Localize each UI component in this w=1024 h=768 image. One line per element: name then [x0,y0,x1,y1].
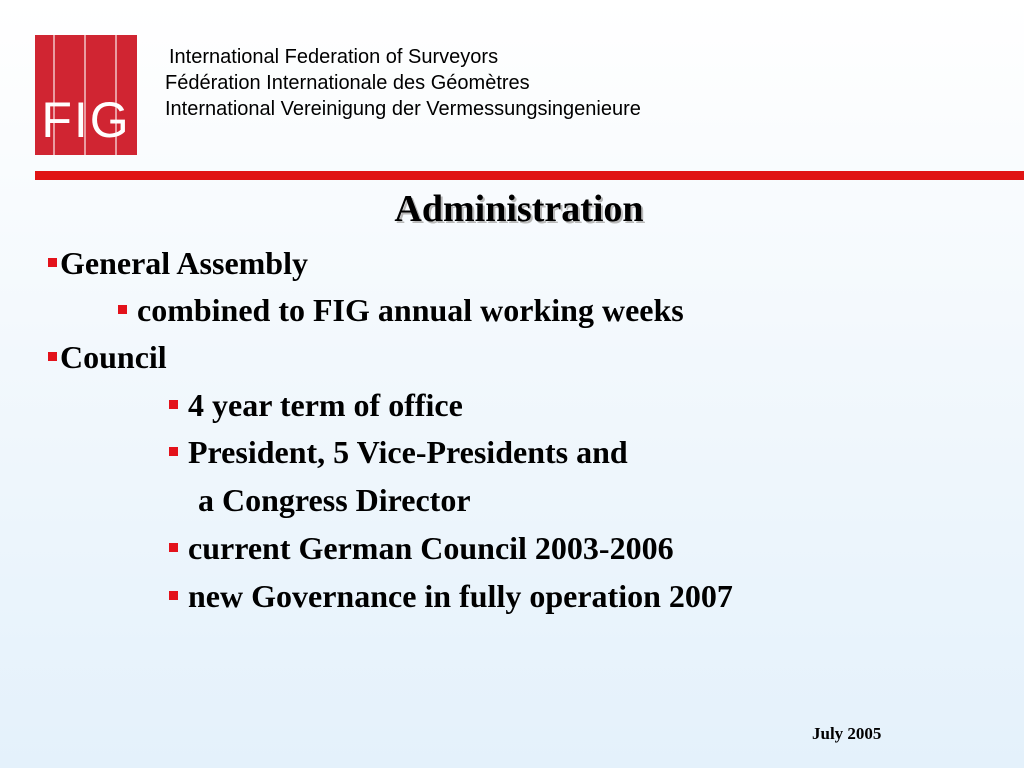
square-bullet-icon [48,258,57,267]
bullet-text: General Assembly [60,245,308,281]
header-divider [35,171,1024,180]
footer-date: July 2005 [812,724,882,743]
square-bullet-icon [169,400,178,409]
square-bullet-icon [48,352,57,361]
bullet-general-assembly [48,243,308,283]
square-bullet-icon [169,447,178,456]
square-bullet-icon [169,591,178,600]
bullet-text: Council [60,339,167,375]
bullet-text: 4 year term of office [188,387,463,423]
logo-text: FIG [41,92,131,148]
org-name-german: International Vereinigung der Vermessungsingenieure [165,98,641,120]
bullet-text: current German Council 2003-2006 [188,530,674,566]
bullet-working-weeks [118,290,684,330]
bullet-text: President, 5 Vice-Presidents and [188,434,628,470]
bullet-congress-director [198,480,471,520]
fig-logo [35,35,137,155]
bullet-president [169,432,628,472]
bullet-term-of-office [169,385,463,425]
bullet-council [48,337,167,377]
bullet-text: a Congress Director [198,482,471,518]
organization-names [165,44,641,122]
bullet-german-council [169,528,674,568]
org-name-english: International Federation of Surveyors [169,46,499,68]
bullet-new-governance [169,576,733,616]
bullet-text: combined to FIG annual working weeks [137,292,684,328]
org-name-french: Fédération Internationale des Géomètres [165,72,530,94]
square-bullet-icon [118,305,127,314]
square-bullet-icon [169,543,178,552]
slide-title: Administration [394,188,644,230]
bullet-text: new Governance in fully operation 2007 [188,578,733,614]
